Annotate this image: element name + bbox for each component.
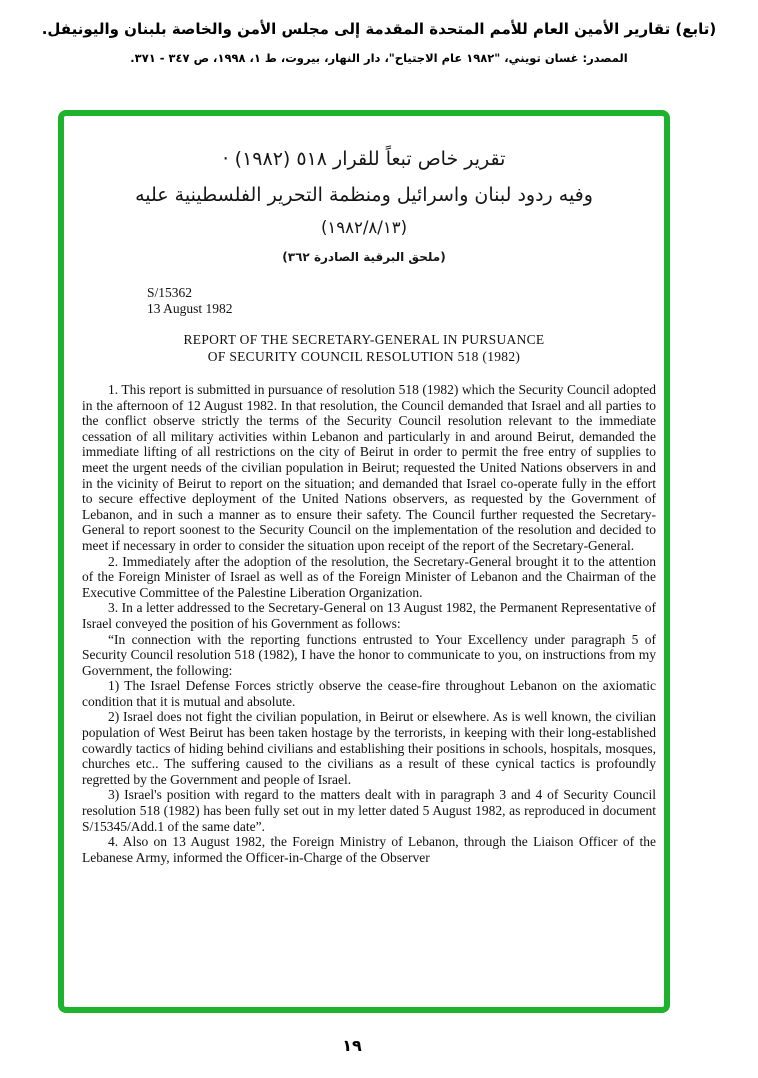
report-body xyxy=(82,382,656,865)
document-date: 13 August 1982 xyxy=(147,301,233,316)
paragraph-2: 2. Immediately after the adoption of the resolution, the Secretary-General brought it to the attention of the Foreign Minister of Israel as well as of the Foreign Minister of Lebanon and the Chairman of the Executive Committee of the Palestine Liberation Organization. xyxy=(82,553,656,600)
paragraph-quote-intro: “In connection with the reporting functions entrusted to Your Excellency under paragraph 5 of Security Council resolution 518 (1982), I have the honor to communicate to you, on instructions from my Government, the following: xyxy=(82,631,656,678)
arabic-heading-line-2: وفيه ردود لبنان واسرائيل ومنظمة التحرير الفلسطينية عليه xyxy=(135,184,593,206)
document-symbol: S/15362 xyxy=(147,285,193,300)
arabic-heading-date: (١٩٨٢/٨/١٣) xyxy=(320,218,408,237)
page-number: ١٩ xyxy=(342,1036,362,1055)
paragraph-point-1: 1) The Israel Defense Forces strictly observe the cease-fire throughout Lebanon on the axiomatic condition that it is mutual and absolute. xyxy=(82,678,656,709)
header-arabic xyxy=(0,18,758,67)
paragraph-3: 3. In a letter addressed to the Secretary-General on 13 August 1982, the Permanent Representative of Israel conveyed the position of his Government as follows: xyxy=(82,600,656,631)
document-arabic-heading xyxy=(64,146,664,266)
document-meta xyxy=(147,285,233,317)
arabic-heading-note: (ملحق البرقية الصادرة ٣٦٢) xyxy=(282,250,446,264)
report-title-line-1: REPORT OF THE SECRETARY-GENERAL IN PURSUANCE xyxy=(183,332,545,347)
paragraph-point-3: 3) Israel's position with regard to the matters dealt with in paragraph 3 and 4 of Security Council resolution 518 (1982) has been fully set out in my letter dated 5 August 1982, as reproduced in document S/15345/Add.1 of the same date”. xyxy=(82,787,656,834)
document-frame xyxy=(58,110,670,1013)
paragraph-point-2: 2) Israel does not fight the civilian population, in Beirut or elsewhere. As is well known, the civilian population of West Beirut has been taken hostage by the terrorists, in keeping with their long-established cowardly tactics of hiding behind civilians and establishing their positions in schools, hospitals, mosques, churches etc.. The suffering caused to the civilians as a result of these cynical tactics is profoundly regretted by the Government and people of Israel. xyxy=(82,709,656,787)
header-arabic-line-2: المصدر: غسان تويني، "١٩٨٢ عام الاجتياح"، دار النهار، بيروت، ط ١، ١٩٩٨، ص ٣٤٧ - ٣٧١. xyxy=(130,51,628,65)
paragraph-4: 4. Also on 13 August 1982, the Foreign Ministry of Lebanon, through the Liaison Officer of the Lebanese Army, informed the Officer-in-Charge of the Observer xyxy=(82,834,656,865)
paragraph-1: 1. This report is submitted in pursuance of resolution 518 (1982) which the Security Council adopted in the afternoon of 12 August 1982. In that resolution, the Council demanded that Israel and all parties to the conflict observe strictly the terms of the Security Council resolution relevant to the immediate cessation of all military activities within Lebanon and particularly in and around Beirut, demanded the immediate lifting of all restrictions on the city of Beirut in order to permit the free entry of supplies to meet the urgent needs of the civilian population in Beirut; requested the United Nations observers in and in the vicinity of Beirut to report on the situation; and demanded that Israel co-operate fully in the effort to secure effective deployment of the United Nations observers, as requested by the Government of Lebanon, and in such a manner as to ensure their safety. The Council further requested the Secretary-General to report soonest to the Security Council on the implementation of the resolution and decided to meet if necessary in order to consider the situation upon receipt of the report of the Secretary-General. xyxy=(82,382,656,553)
header-arabic-line-1: (تابع) تقارير الأمين العام للأمم المتحدة المقدمة إلى مجلس الأمن والخاصة بلبنان واليونيفل. xyxy=(41,20,717,38)
report-title xyxy=(64,332,664,365)
report-title-line-2: OF SECURITY COUNCIL RESOLUTION 518 (1982) xyxy=(207,348,521,364)
arabic-heading-line-1: تقرير خاص تبعاً للقرار ٥١٨ (١٩٨٢) · xyxy=(222,148,506,170)
